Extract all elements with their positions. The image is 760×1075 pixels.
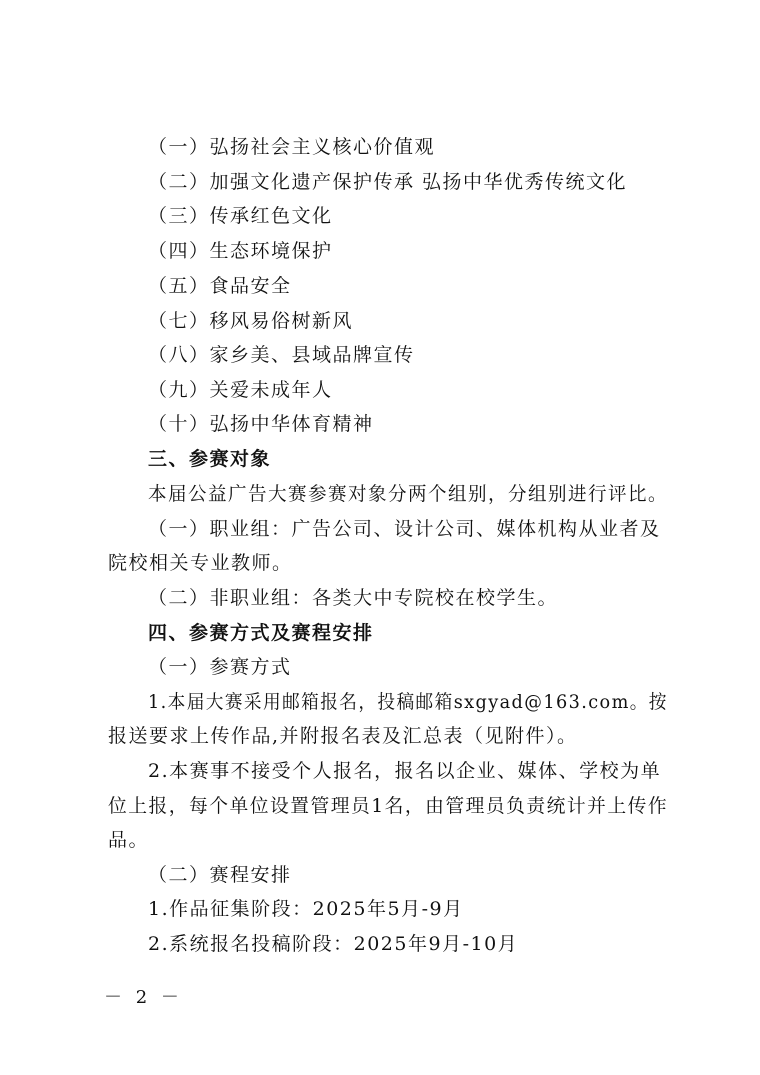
page-number: － 2 － (104, 987, 183, 1008)
topic-item: （九）关爱未成年人 (148, 379, 333, 401)
topic-item: （一）弘扬社会主义核心价值观 (148, 136, 436, 158)
topic-item: （四）生态环境保护 (148, 240, 333, 262)
topic-item: （十）弘扬中华体育精神 (148, 413, 374, 435)
section-heading: 三、参赛对象 (148, 448, 272, 470)
paragraph: 1.本届大赛采用邮箱报名，投稿邮箱sxgyad@163.com。按 (148, 691, 668, 713)
topic-item: （五）食品安全 (148, 275, 292, 297)
paragraph: 本届公益广告大赛参赛对象分两个组别，分组别进行评比。 (148, 483, 669, 505)
paragraph: （二）非职业组：各类大中专院校在校学生。 (148, 587, 559, 609)
subsection-heading: （二）赛程安排 (148, 864, 292, 886)
paragraph-continuation: 品。 (108, 829, 150, 851)
subsection-heading: （一）参赛方式 (148, 656, 292, 678)
paragraph: （一）职业组：广告公司、设计公司、媒体机构从业者及 (148, 518, 661, 540)
topic-item: （三）传承红色文化 (148, 205, 333, 227)
paragraph-continuation: 位上报，每个单位设置管理员1名，由管理员负责统计并上传作 (108, 795, 669, 817)
section-heading: 四、参赛方式及赛程安排 (148, 622, 374, 644)
topic-item: （八）家乡美、县域品牌宣传 (148, 344, 415, 366)
paragraph: 2.本赛事不接受个人报名，报名以企业、媒体、学校为单 (148, 760, 662, 782)
paragraph-continuation: 院校相关专业教师。 (108, 552, 293, 574)
paragraph: 2.系统报名投稿阶段：2025年9月-10月 (148, 933, 519, 955)
paragraph: 1.作品征集阶段：2025年5月-9月 (148, 898, 464, 920)
topic-item: （二）加强文化遗产保护传承 弘扬中华优秀传统文化 (148, 171, 628, 193)
paragraph-continuation: 报送要求上传作品,并附报名表及汇总表（见附件）。 (108, 725, 578, 747)
topic-item: （七）移风易俗树新风 (148, 310, 354, 332)
